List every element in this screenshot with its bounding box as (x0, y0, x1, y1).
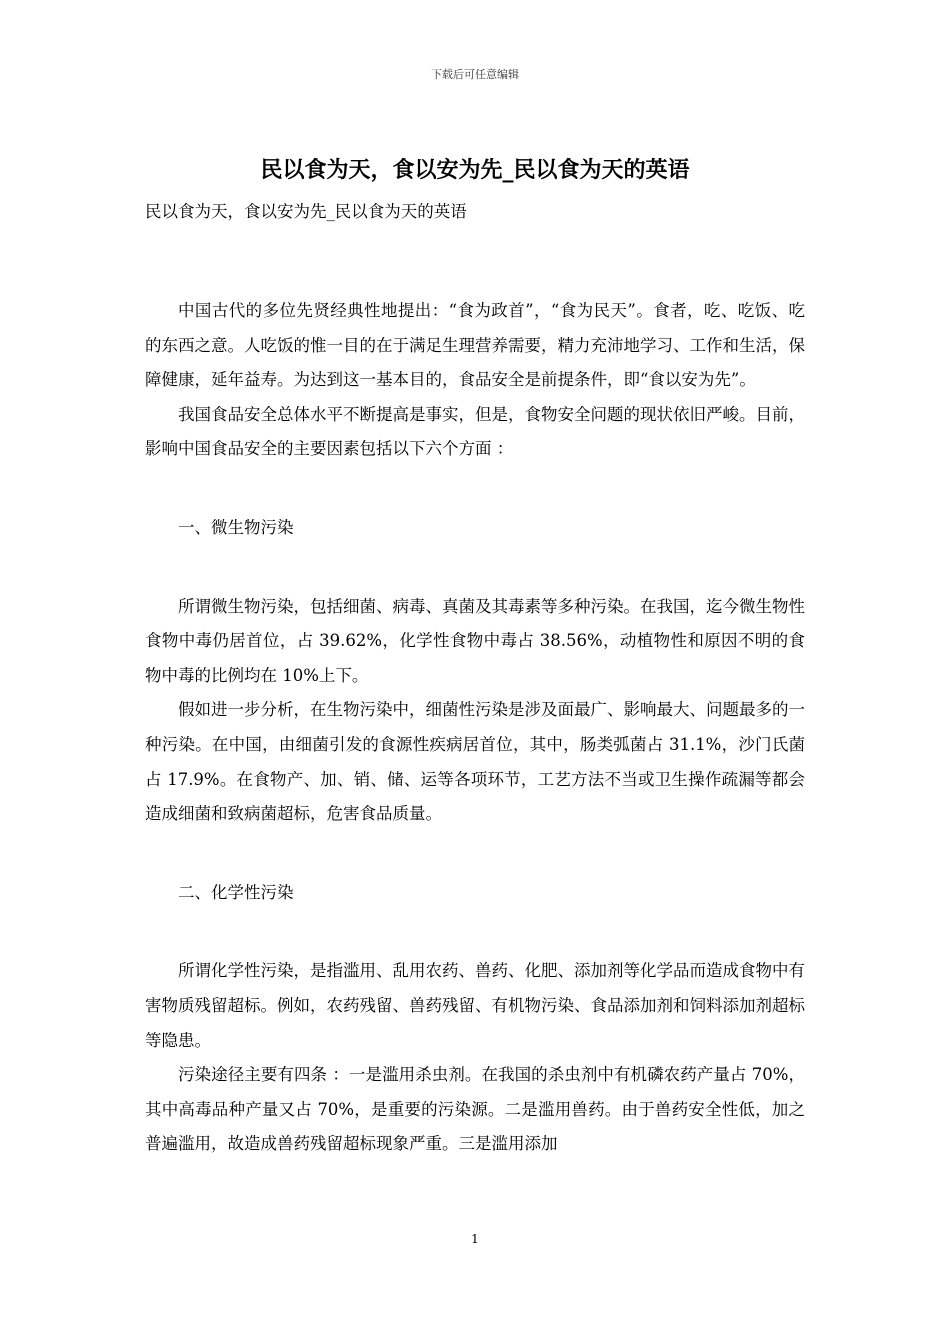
section-heading-microbial: 一、微生物污染 (178, 517, 294, 537)
document-subtitle: 民以食为天，食以安为先_民以食为天的英语 (145, 202, 467, 221)
document-body (145, 198, 805, 1162)
paragraph-status: 我国食品安全总体水平不断提高是事实，但是，食物安全问题的现状依旧严峻。目前，影响中国食品安全的主要因素包括以下六个方面 ： (145, 404, 805, 459)
page-header: 下载后可任意编辑 (431, 68, 519, 81)
paragraph-chemical-definition: 所谓化学性污染，是指滥用、乱用农药、兽药、化肥、添加剂等化学品而造成食物中有害物质残留超标。例如，农药残留、兽药残留、有机物污染、食品添加剂和饲料添加剂超标等隐患。 (145, 961, 805, 1050)
paragraph-microbial-analysis: 假如进一步分析，在生物污染中，细菌性污染是涉及面最广、影响最大、问题最多的一种污染。在中国，由细菌引发的食源性疾病居首位，其中，肠类弧菌占 31.1%，沙门氏菌占 17.9%。在食物产、加、销、储、运等各项环节，工艺方法不当或卫生操作疏漏等都会造成细菌和致病菌超标，危害食品质量。 (145, 700, 805, 824)
document-title: 民以食为天，食以安为先_民以食为天的英语 (260, 158, 690, 183)
paragraph-microbial-definition: 所谓微生物污染，包括细菌、病毒、真菌及其毒素等多种污染。在我国，迄今微生物性食物中毒仍居首位，占 39.62%，化学性食物中毒占 38.56%，动植物性和原因不明的食物中毒的比例均在 10%上下。 (145, 596, 805, 685)
section-heading-chemical: 二、化学性污染 (178, 882, 294, 902)
paragraph-chemical-routes: 污染途径主要有四条 ：一是滥用杀虫剂。在我国的杀虫剂中有机磷农药产量占 70%，其中高毒品种产量又占 70%，是重要的污染源。二是滥用兽药。由于兽药安全性低，加之普遍滥用，故造成兽药残留超标现象严重。三是滥用添加 (145, 1065, 805, 1154)
paragraph-intro: 中国古代的多位先贤经典性地提出：“食为政首”，“食为民天”。食者，吃、吃饭、吃的东西之意。人吃饭的惟一目的在于满足生理营养需要，精力充沛地学习、工作和生活，保障健康，延年益寿。为达到这一基本目的，食品安全是前提条件，即“食以安为先”。 (145, 301, 805, 390)
page-number: 1 (471, 1232, 479, 1246)
